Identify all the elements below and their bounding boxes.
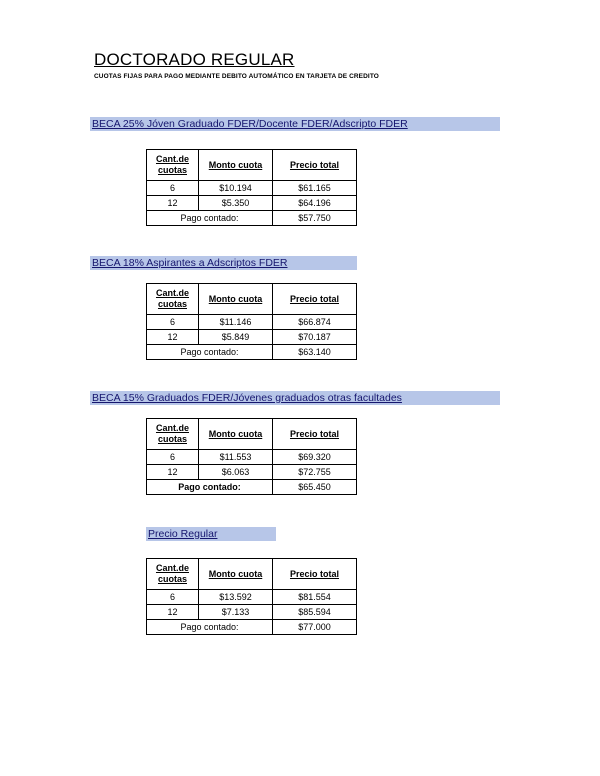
cell-monto: $5.350 (199, 196, 273, 211)
table-row (147, 330, 357, 345)
cell-monto: $11.553 (199, 450, 273, 465)
fee-table-beca-25 (146, 149, 357, 226)
cell-precio: $66.874 (273, 315, 357, 330)
header-cuotas: Cant.de cuotas (147, 559, 199, 590)
cell-precio: $61.165 (273, 181, 357, 196)
table-header-row (147, 150, 357, 181)
cell-monto: $6.063 (199, 465, 273, 480)
header-precio: Precio total (273, 559, 357, 590)
table-row (147, 605, 357, 620)
table-header-row (147, 559, 357, 590)
cell-monto: $7.133 (199, 605, 273, 620)
pago-contado-label: Pago contado: (147, 211, 273, 226)
table-header-row (147, 284, 357, 315)
pago-contado-value: $63.140 (273, 345, 357, 360)
cell-cuotas: 12 (147, 196, 199, 211)
cell-cuotas: 12 (147, 330, 199, 345)
cell-precio: $72.755 (273, 465, 357, 480)
table-row (147, 450, 357, 465)
fee-table-beca-18 (146, 283, 357, 360)
cell-monto: $13.592 (199, 590, 273, 605)
header-cuotas: Cant.de cuotas (147, 419, 199, 450)
header-monto: Monto cuota (199, 419, 273, 450)
cell-cuotas: 12 (147, 465, 199, 480)
pago-contado-label: Pago contado: (147, 480, 273, 495)
table-total-row (147, 345, 357, 360)
header-cuotas: Cant.de cuotas (147, 284, 199, 315)
table-row (147, 590, 357, 605)
header-cuotas: Cant.de cuotas (147, 150, 199, 181)
cell-precio: $69.320 (273, 450, 357, 465)
cell-precio: $64.196 (273, 196, 357, 211)
header-monto: Monto cuota (199, 150, 273, 181)
cell-precio: $70.187 (273, 330, 357, 345)
header-precio: Precio total (273, 284, 357, 315)
header-monto: Monto cuota (199, 559, 273, 590)
table-total-row (147, 480, 357, 495)
section-heading-beca-25: BECA 25% Jóven Graduado FDER/Docente FDER/Adscripto FDER (90, 117, 500, 131)
page-title: DOCTORADO REGULAR (94, 50, 295, 69)
table-header-row (147, 419, 357, 450)
header-precio: Precio total (273, 150, 357, 181)
pago-contado-value: $57.750 (273, 211, 357, 226)
pago-contado-value: $77.000 (273, 620, 357, 635)
table-row (147, 196, 357, 211)
table-row (147, 315, 357, 330)
table-total-row (147, 620, 357, 635)
table-row (147, 465, 357, 480)
cell-precio: $81.554 (273, 590, 357, 605)
pago-contado-label: Pago contado: (147, 345, 273, 360)
fee-table-precio-regular (146, 558, 357, 635)
table-row (147, 181, 357, 196)
cell-monto: $5.849 (199, 330, 273, 345)
cell-cuotas: 6 (147, 450, 199, 465)
pago-contado-label: Pago contado: (147, 620, 273, 635)
section-heading-beca-15: BECA 15% Graduados FDER/Jóvenes graduados otras facultades (90, 391, 500, 405)
header-monto: Monto cuota (199, 284, 273, 315)
cell-monto: $10.194 (199, 181, 273, 196)
fee-table-beca-15 (146, 418, 357, 495)
cell-monto: $11.146 (199, 315, 273, 330)
cell-cuotas: 6 (147, 181, 199, 196)
section-heading-precio-regular: Precio Regular (146, 527, 276, 541)
cell-cuotas: 6 (147, 590, 199, 605)
header-precio: Precio total (273, 419, 357, 450)
cell-cuotas: 12 (147, 605, 199, 620)
cell-cuotas: 6 (147, 315, 199, 330)
table-total-row (147, 211, 357, 226)
pago-contado-value: $65.450 (273, 480, 357, 495)
page-subtitle: CUOTAS FIJAS PARA PAGO MEDIANTE DEBITO AUTOMÁTICO EN TARJETA DE CREDITO (94, 73, 379, 80)
cell-precio: $85.594 (273, 605, 357, 620)
section-heading-beca-18: BECA 18% Aspirantes a Adscriptos FDER (90, 256, 357, 270)
